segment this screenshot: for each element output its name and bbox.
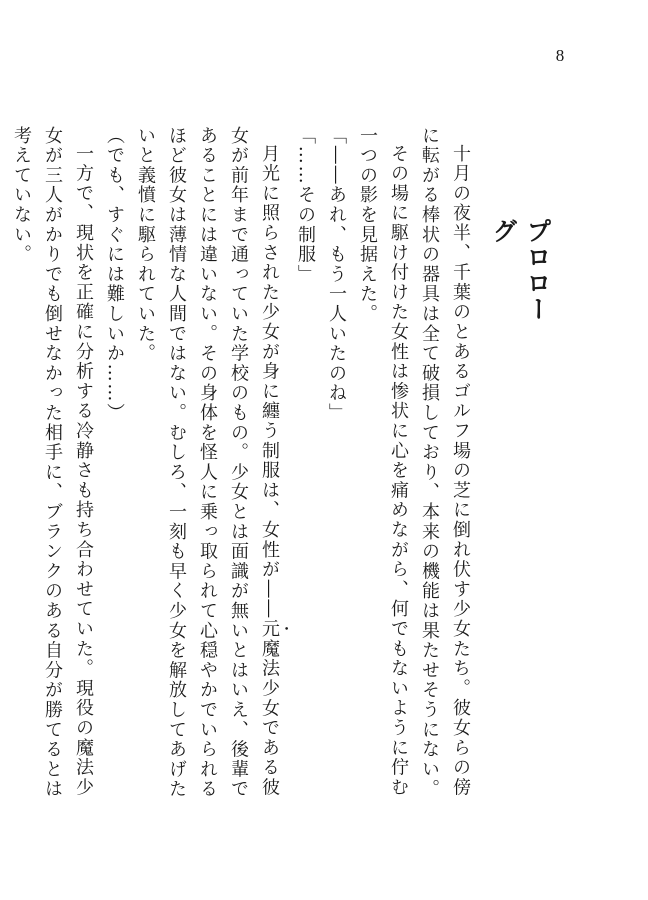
page-number: 8 xyxy=(555,46,565,65)
paragraph: その場に駆け付けた女性は惨状に心を痛めながら、何でもないように佇む一つの影を見据えた。 xyxy=(357,126,409,798)
chapter-title: プロローグ xyxy=(489,218,552,322)
body-text xyxy=(11,126,476,804)
inner-thought: （でも、すぐには難しいか……） xyxy=(104,126,125,423)
paragraph-text: 月光に照らされた少女が身に纏う制服は、女性が―― xyxy=(259,144,280,620)
paragraph: 十月の夜半、千葉のとあるゴルフ場の芝に倒れ伏す少女たち。彼女らの傍に転がる棒状の器具は全て破損しており、本来の機能は果たせそうにない。 xyxy=(419,126,471,800)
dialogue-line: 「……その制服」 xyxy=(295,126,316,285)
dialogue-line: 「――あれ、もう一人いたのね」 xyxy=(326,126,347,423)
paragraph-text: 魔法少女である彼女が前年まで通っていた学校のもの。少女とは面識が無いとはいえ、後輩であることには違いない。その身体を怪人に乗っ取られて心穏やかでいられるほど彼女は薄情な人間ではない。むしろ、一刻も早く少女を解放してあげたいと義憤に駆られていた。 xyxy=(135,126,280,800)
paragraph: 一方で、現状を正確に分析する冷静さも持ち合わせていた。現役の魔法少女が三人がかりでも倒せなかった相手に、ブランクのある自分が勝てるとは考えていない。 xyxy=(11,126,94,800)
emphasized-word: 元 xyxy=(259,619,280,640)
paragraph xyxy=(130,126,290,804)
